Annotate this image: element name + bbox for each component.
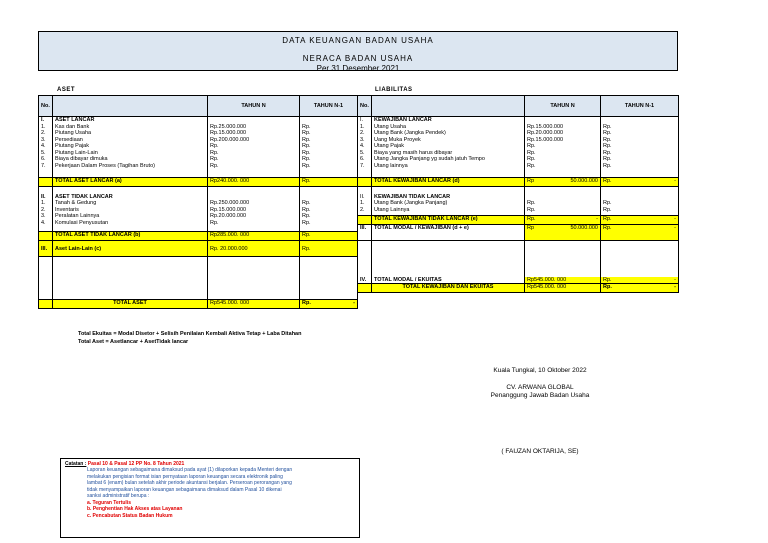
value-tahun-n: Rp.20.000.000 xyxy=(210,213,247,219)
kewajiban-lancar-item: Utang Pajak xyxy=(374,143,404,149)
value-tahun-n: Rp.25.000.000 xyxy=(210,123,247,130)
total-kewajiban-ekuitas-row: TOTAL KEWAJIBAN DAN EKUITAS Rp545.000. 000 Rp. - xyxy=(358,284,679,293)
aset-lancar-item: Kas dan Bank xyxy=(55,123,90,130)
aset-tidak-lancar-item: Komulasi Penyusutan xyxy=(55,219,109,226)
value-tahun-n: Rp. xyxy=(210,149,219,156)
catatan-line: melakukan pengisian format isian pernyataan laporan keuangan secara elektronik paling xyxy=(87,473,283,480)
aset-lancar-item: Piutang Pajak xyxy=(55,143,89,149)
total-aset-row: TOTAL ASET Rp545.000. 000 Rp. - xyxy=(39,300,358,309)
kewajiban-lancar-item: Biaya yang masih harus dibayar xyxy=(374,149,453,156)
row-number: 2. xyxy=(360,206,365,213)
value-tahun-n1: Rp. xyxy=(603,206,612,213)
value-tahun-n1: Rp. xyxy=(302,213,311,219)
value-tahun-n1: Rp. xyxy=(302,219,311,226)
kewajiban-lancar-item: Utang Usaha xyxy=(374,123,407,130)
col-tahun-n1: TAHUN N-1 xyxy=(300,96,358,117)
value-tahun-n1: Rp. xyxy=(603,136,612,143)
value-tahun-n: Rp. xyxy=(210,162,219,169)
aset-tidak-lancar-item: Inventaris xyxy=(55,206,79,213)
total-kewajiban-lancar-row: TOTAL KEWAJIBAN LANCAR (d) Rp 50.000.000 Rp. - xyxy=(358,178,679,187)
report-subtitle: NERACA BADAN USAHA xyxy=(302,54,414,63)
aset-tidak-lancar-section: II. 1. 2. 3. 4. ASET TIDAK LANCAR Tanah & Gedung Inventaris Peralatan Lainnya Komulasi Penyusutan Rp.250.000.000 Rp.15.000.000 Rp.20.000.000 Rp. Rp. Rp. Rp. Rp. xyxy=(39,187,358,232)
row-number: 2. xyxy=(360,130,365,136)
aset-lancar-item: Piutang Lain-Lain xyxy=(55,149,98,156)
catatan-line: lambat 6 (enam) bulan setelah akhir periode akuntansi berjalan. Perseroan perorangan yang xyxy=(87,480,292,487)
row-number: 4. xyxy=(41,143,46,149)
value-tahun-n: Rp.15.000.000 xyxy=(210,130,247,136)
total-modal-ekuitas-row: IV. TOTAL MODAL / EKUITAS Rp545.000. 000 Rp. - xyxy=(358,241,679,284)
liabilitas-heading: LIABILITAS xyxy=(375,87,413,93)
value-tahun-n: Rp. xyxy=(210,143,219,149)
value-tahun-n1: Rp. xyxy=(302,149,311,156)
report-title: DATA KEUANGAN BADAN USAHA xyxy=(282,36,434,45)
total-modal-kewajiban-row: III. TOTAL MODAL / KEWAJIBAN (d + e) Rp 50.000.000 Rp. - xyxy=(358,225,679,241)
aset-lancar-item: Pekerjaan Dalam Proses (Tagihan Bruto) xyxy=(55,162,155,169)
catatan-line: sanksi administratif berupa : xyxy=(87,493,150,500)
row-number: 3. xyxy=(360,136,365,143)
row-number: 1. xyxy=(41,123,46,130)
value-tahun-n: Rp.200.000.000 xyxy=(210,136,250,143)
note-ekuitas: Total Ekuitas = Modal Disetor + Selisih Penilaian Kembali Aktiva Tetap + Laba Ditahan xyxy=(78,331,302,337)
catatan-line: Laporan keuangan sebagaimana dimaksud pada ayat (1) dilaporkan kepada Menteri dengan xyxy=(87,467,293,474)
sanction-item: a. Teguran Tertulis xyxy=(87,499,131,506)
row-number: 3. xyxy=(41,213,46,219)
aset-lancar-n xyxy=(210,124,297,170)
value-tahun-n1: Rp. xyxy=(603,156,612,162)
row-number: 2. xyxy=(41,206,46,213)
aset-table xyxy=(38,95,358,309)
value-tahun-n1: Rp. xyxy=(302,136,311,143)
row-number: 7. xyxy=(360,162,365,169)
sanction-item: b. Penghentian Hak Akses atas Layanan xyxy=(87,506,183,513)
kewajiban-lancar-item: Utang Jangka Panjang yg sudah jatuh Tempo xyxy=(374,156,485,162)
value-tahun-n1: Rp. xyxy=(603,200,612,206)
col-tahun-n: TAHUN N xyxy=(208,96,300,117)
value-tahun-n: Rp. xyxy=(527,206,536,213)
catatan-label: Catatan : xyxy=(65,461,87,467)
kewajiban-tidak-lancar-item: Utang Bank (Jangka Panjang) xyxy=(374,200,448,206)
total-aset-lancar-row: TOTAL ASET LANCAR (a) Rp240.000. 000 Rp. xyxy=(39,178,358,187)
report-period: Per 31 Desember 2021 xyxy=(316,64,400,73)
value-tahun-n: Rp. xyxy=(527,200,536,206)
value-tahun-n1: Rp. xyxy=(302,143,311,149)
row-number: 1. xyxy=(360,123,365,130)
aset-lancar-item: Persediaan xyxy=(55,136,83,143)
value-tahun-n1: Rp. xyxy=(302,200,311,206)
catatan-law: Pasal 10 & Pasal 12 PP No. 8 Tahun 2021 xyxy=(87,461,185,467)
value-tahun-n: Rp.15.000.000 xyxy=(210,206,247,213)
kewajiban-lancar-section: I. 1. 2. 3. 4. 5. 6. 7. KEWAJIBAN LANCAR Utang Usaha Utang Bank (Jangka Pendek) Uang Muka Proyek Utang Pajak Biaya yang masih harus dibayar Utang Jangka Panjang yg sudah jatuh Tempo Utang lainnya Rp.15.000.000 Rp.20.000.000 Rp.15.000.000 Rp. Rp. Rp. Rp. Rp. Rp. Rp. Rp. Rp. Rp. Rp. xyxy=(358,117,679,178)
row-number: 1. xyxy=(360,200,365,206)
aset-lancar-item: Piutang Usaha xyxy=(55,130,92,136)
aset-tidak-lancar-item: Peralatan Lainnya xyxy=(55,213,100,219)
sanction-item: c. Pencabutan Status Badan Hukum xyxy=(87,512,173,519)
row-number: 3. xyxy=(41,136,46,143)
value-tahun-n: Rp.15.000.000 xyxy=(527,123,564,130)
aset-lancar-title: ASET LANCAR xyxy=(55,117,95,123)
value-tahun-n1: Rp. xyxy=(603,149,612,156)
value-tahun-n1: Rp. xyxy=(302,162,311,169)
aset-lain-row: III. Aset Lain-Lain (c) Rp. 20.000.000 Rp. xyxy=(39,241,358,257)
value-tahun-n1: Rp. xyxy=(302,130,311,136)
value-tahun-n: Rp.250.000.000 xyxy=(210,200,250,206)
row-number: 4. xyxy=(360,143,365,149)
kewajiban-tidak-lancar-item: Utang Lainnya xyxy=(374,206,410,213)
value-tahun-n1: Rp. xyxy=(603,143,612,149)
value-tahun-n1: Rp. xyxy=(603,130,612,136)
row-number: 1. xyxy=(41,200,46,206)
value-tahun-n: Rp. xyxy=(527,149,536,156)
value-tahun-n1: Rp. xyxy=(603,162,612,169)
kewajiban-lancar-item: Utang lainnya xyxy=(374,162,408,169)
row-number: 2. xyxy=(41,130,46,136)
value-tahun-n1: Rp. xyxy=(302,156,311,162)
value-tahun-n: Rp. xyxy=(210,156,219,162)
aset-blank-row xyxy=(39,257,358,300)
signature-place-date: Kuala Tungkal, 10 Oktober 2022 xyxy=(493,367,587,374)
value-tahun-n: Rp. xyxy=(210,219,219,226)
kewajiban-tidak-lancar-section: II. 1. 2. KEWAJIBAN TIDAK LANCAR Utang Bank (Jangka Panjang) Utang Lainnya Rp. Rp. Rp. Rp. xyxy=(358,187,679,216)
catatan-sanctions xyxy=(65,500,355,520)
catatan-line: tidak menyampaikan laporan keuangan sebagaimana dimaksud dalam Pasal 10 dikenai xyxy=(87,486,282,493)
total-aset-tidak-lancar-row: TOTAL ASET TIDAK LANCAR (b) Rp285.000. 000 Rp. xyxy=(39,232,358,241)
kewajiban-lancar-item: Utang Bank (Jangka Pendek) xyxy=(374,130,446,136)
value-tahun-n1: Rp. xyxy=(603,123,612,130)
kewajiban-lancar-item: Uang Muka Proyek xyxy=(374,136,421,143)
aset-lancar-nums xyxy=(41,124,50,170)
aset-lancar-items xyxy=(55,124,205,170)
row-number: 6. xyxy=(360,156,365,162)
aset-heading: ASET xyxy=(57,87,76,93)
value-tahun-n1: Rp. xyxy=(302,206,311,213)
value-tahun-n: Rp. xyxy=(527,162,536,169)
catatan-box xyxy=(60,458,360,538)
note-aset: Total Aset = Asetlancar + AsetTidak lancar xyxy=(78,339,189,345)
value-tahun-n1: Rp. xyxy=(302,123,311,130)
row-number: 5. xyxy=(41,149,46,156)
signature-name: ( FAUZAN OKTARIJA, SE) xyxy=(501,448,579,455)
aset-lancar-n1 xyxy=(302,124,355,170)
col-no: No. xyxy=(39,96,53,117)
row-number: 6. xyxy=(41,156,46,162)
signature-company: CV. ARWANA GLOBAL xyxy=(506,384,574,391)
signature-role: Penanggung Jawab Badan Usaha xyxy=(490,392,590,399)
liabilitas-table: No. TAHUN N TAHUN N-1 I. 1. 2. 3. 4. 5. 6. 7. KEWAJIBAN LANCAR Utang Usaha Utang Bank (Jangka Pendek) Uang Muka Proyek Utang Pajak Biaya yang masih harus dibayar Utang Jangka Panjang yg sudah jatuh Tempo Utang lainnya Rp.15.000.000 Rp.20.000.000 Rp.15.000.000 Rp. Rp. Rp. Rp. Rp. Rp. Rp. Rp. Rp. Rp. Rp. TOTAL KEWAJIBAN LANCAR (d) Rp 50.000.000 Rp. - II. 1. 2. KEWAJIBAN TIDAK LANCAR Utang Bank (Jangka Panjang) Utang Lainnya Rp. Rp. Rp. Rp. TOTAL KEWAJIBAN TIDAK LANCAR (e) Rp. - Rp. - III. TOTAL MODAL / KEWAJIBAN (d + e) Rp 50.000.000 Rp. - IV. TOTAL MODAL / EKUITAS Rp545.000. 000 Rp. - TOTAL KEWAJIBAN DAN EKUITAS Rp545.000. 000 Rp. - xyxy=(357,95,679,293)
total-kewajiban-tidak-lancar-row: TOTAL KEWAJIBAN TIDAK LANCAR (e) Rp. - Rp. - xyxy=(358,216,679,225)
row-number: 7. xyxy=(41,162,46,169)
value-tahun-n: Rp.15.000.000 xyxy=(527,136,564,143)
aset-lancar-section: I. 1. 2. 3. 4. 5. 6. 7. ASET LANCAR Kas dan Bank Piutang Usaha Persediaan Piutang Pajak Piutang Lain-Lain Biaya dibayar dimuka Pekerjaan Dalam Proses (Tagihan Bruto) Rp.25.000.000 Rp.15.000.000 Rp.200.000.000 Rp. Rp. Rp. Rp. Rp. Rp. Rp. Rp. Rp. Rp. Rp. xyxy=(39,117,358,178)
value-tahun-n: Rp.20.000.000 xyxy=(527,130,564,136)
row-number: 4. xyxy=(41,219,46,226)
aset-tidak-lancar-item: Tanah & Gedung xyxy=(55,200,97,206)
aset-lancar-item: Biaya dibayar dimuka xyxy=(55,156,108,162)
row-number: 5. xyxy=(360,149,365,156)
value-tahun-n: Rp. xyxy=(527,143,536,149)
value-tahun-n: Rp. xyxy=(527,156,536,162)
catatan-body xyxy=(65,467,355,500)
